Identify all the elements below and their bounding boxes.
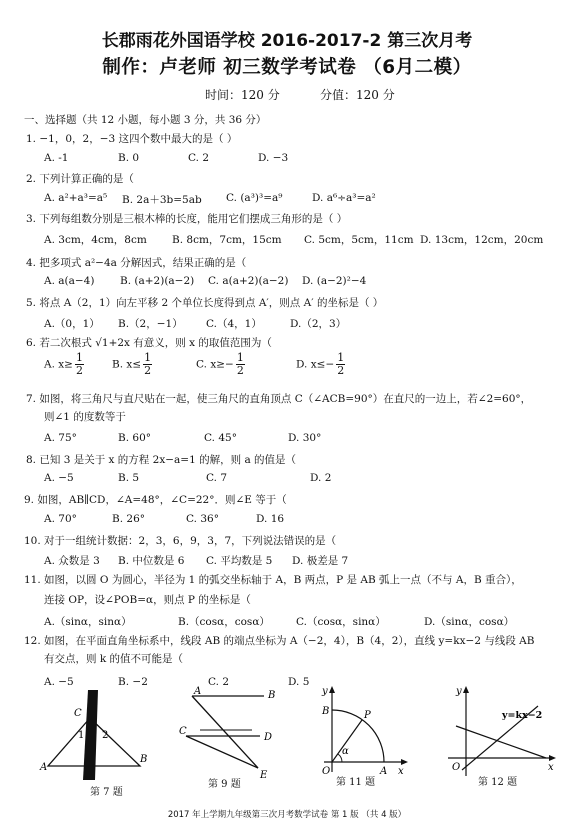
q1-option-a: A. -1 bbox=[44, 152, 69, 164]
q8-option-a: A. −5 bbox=[44, 472, 74, 484]
label-d: D bbox=[264, 732, 273, 743]
fraction-half: $\frac{1}{2}$ bbox=[337, 351, 345, 377]
q12-option-c: C. 2 bbox=[208, 676, 230, 688]
q9-option-d: D. 16 bbox=[256, 513, 285, 525]
label-a: A bbox=[40, 762, 48, 773]
q9-option-b: B. 26° bbox=[112, 513, 146, 525]
question-12-stem-cont: 有交点，则 k 的值不可能是（ bbox=[44, 653, 184, 665]
question-7-stem-cont: 则∠1 的度数等于 bbox=[44, 411, 126, 423]
q11-option-d: D.（sinα，cosα） bbox=[424, 616, 515, 628]
q12-option-a: A. −5 bbox=[44, 676, 74, 688]
section-heading: 一、选择题（共 12 小题，每小题 3 分，共 36 分） bbox=[24, 114, 267, 126]
q2-option-b: B. 2a＋3b=5ab bbox=[122, 194, 202, 206]
label-o: O bbox=[322, 766, 331, 777]
label-e: E bbox=[260, 770, 268, 781]
question-10-stem: 10. 对于一组统计数据：2，3，6，9，3，7，下列说法错误的是（ bbox=[24, 535, 337, 547]
exam-subtitle: 制作：卢老师 初三数学考试卷 （6月二模） bbox=[102, 57, 472, 78]
label-x: x bbox=[548, 762, 554, 773]
figure-7-ruler-triangle bbox=[40, 688, 150, 783]
question-4-stem: 4. 把多项式 a²−4a 分解因式，结果正确的是（ bbox=[26, 257, 247, 269]
label-y: y bbox=[456, 686, 462, 697]
q7-option-a: A. 75° bbox=[44, 432, 77, 444]
q6-option-a: A. x≥ $\frac{1}{2}$ bbox=[44, 351, 83, 377]
q4-option-c: C. a(a+2)(a−2) bbox=[208, 275, 289, 287]
figure-12-line-graph bbox=[442, 684, 560, 780]
figure-7-caption: 第 7 题 bbox=[90, 787, 123, 798]
question-3-stem: 3. 下列每组数分别是三根木棒的长度，能用它们摆成三角形的是（ ） bbox=[26, 213, 348, 225]
label-b: B bbox=[140, 754, 148, 765]
q7-option-d: D. 30° bbox=[288, 432, 322, 444]
q11-option-a: A.（sinα，sinα） bbox=[44, 616, 132, 628]
question-12-stem: 12. 如图，在平面直角坐标系中，线段 AB 的端点坐标为 A（−2，4），B（4，2），直线 y=kx−2 与线段 AB bbox=[24, 635, 535, 647]
label-c: C bbox=[179, 726, 187, 737]
q5-option-c: C.（4，1） bbox=[206, 318, 262, 330]
q3-option-c: C. 5cm，5cm，11cm bbox=[304, 234, 414, 246]
q5-option-a: A.（0，1） bbox=[44, 318, 100, 330]
q4-option-b: B. (a+2)(a−2) bbox=[120, 275, 195, 287]
label-p: P bbox=[364, 710, 371, 721]
q10-option-a: A. 众数是 3 bbox=[44, 555, 100, 567]
label-y: y bbox=[322, 686, 328, 697]
q6-option-d: D. x≤− $\frac{1}{2}$ bbox=[296, 351, 345, 377]
exam-score: 分值：120 分 bbox=[320, 88, 395, 102]
q5-option-b: B.（2，−1） bbox=[118, 318, 183, 330]
q9-option-c: C. 36° bbox=[186, 513, 219, 525]
label-angle-1: 1 bbox=[78, 730, 85, 741]
q10-option-b: B. 中位数是 6 bbox=[118, 555, 185, 567]
question-2-stem: 2. 下列计算正确的是（ bbox=[26, 173, 134, 185]
q11-option-c: C.（cosα，sinα） bbox=[296, 616, 386, 628]
q10-option-d: D. 极差是 7 bbox=[292, 555, 349, 567]
question-5-stem: 5. 将点 A（2，1）向左平移 2 个单位长度得到点 A′，则点 A′ 的坐标是（ ） bbox=[26, 297, 384, 309]
label-x: x bbox=[398, 766, 404, 777]
q8-option-c: C. 7 bbox=[206, 472, 228, 484]
label-line-equation: y=kx−2 bbox=[502, 710, 543, 721]
exam-time: 时间：120 分 bbox=[205, 88, 280, 102]
q12-option-b: B. −2 bbox=[118, 676, 148, 688]
q6-option-b: B. x≤ $\frac{1}{2}$ bbox=[112, 351, 152, 377]
label-alpha: α bbox=[342, 746, 349, 757]
question-6-stem: 6. 若二次根式 √1+2x 有意义，则 x 的取值范围为（ bbox=[26, 337, 272, 349]
figure-9-parallel-lines bbox=[180, 686, 290, 782]
figure-12-caption: 第 12 题 bbox=[478, 777, 518, 788]
q3-option-b: B. 8cm，7cm，15cm bbox=[172, 234, 282, 246]
label-o: O bbox=[452, 762, 461, 773]
q8-option-b: B. 5 bbox=[118, 472, 140, 484]
q12-option-d: D. 5 bbox=[288, 676, 310, 688]
q1-option-d: D. −3 bbox=[258, 152, 289, 164]
fraction-half: $\frac{1}{2}$ bbox=[75, 351, 83, 377]
q8-option-d: D. 2 bbox=[310, 472, 332, 484]
exam-title: 长郡雨花外国语学校 2016-2017-2 第三次月考 bbox=[101, 31, 473, 51]
q5-option-d: D.（2，3） bbox=[290, 318, 347, 330]
label-a: A bbox=[380, 766, 388, 777]
q6-option-c: C. x≥− $\frac{1}{2}$ bbox=[196, 351, 244, 377]
question-9-stem: 9. 如图，AB∥CD，∠A=48°，∠C=22°．则∠E 等于（ bbox=[24, 494, 287, 506]
q1-option-b: B. 0 bbox=[118, 152, 140, 164]
q10-option-c: C. 平均数是 5 bbox=[206, 555, 273, 567]
q3-option-a: A. 3cm，4cm，8cm bbox=[44, 234, 147, 246]
label-angle-2: 2 bbox=[102, 730, 109, 741]
q4-option-a: A. a(a−4) bbox=[44, 275, 95, 287]
label-b: B bbox=[268, 690, 276, 701]
figure-9-caption: 第 9 题 bbox=[208, 779, 241, 790]
q9-option-a: A. 70° bbox=[44, 513, 77, 525]
fraction-half: $\frac{1}{2}$ bbox=[144, 351, 152, 377]
q11-option-b: B.（cosα，cosα） bbox=[178, 616, 270, 628]
label-a: A bbox=[194, 686, 202, 697]
q2-option-c: C. (a³)³=a⁹ bbox=[226, 192, 283, 204]
label-c: C bbox=[74, 708, 82, 719]
q2-option-a: A. a²+a³=a⁵ bbox=[44, 192, 108, 204]
question-1-stem: 1. −1，0，2，−3 这四个数中最大的是（ ） bbox=[26, 133, 238, 145]
q4-option-d: D. (a−2)²−4 bbox=[302, 275, 367, 287]
q7-option-c: C. 45° bbox=[204, 432, 237, 444]
q2-option-d: D. a⁶÷a³=a² bbox=[312, 192, 376, 204]
figure-11-unit-arc bbox=[318, 684, 410, 780]
question-8-stem: 8. 已知 3 是关于 x 的方程 2x−a=1 的解，则 a 的值是（ bbox=[26, 454, 297, 466]
figure-11-caption: 第 11 题 bbox=[336, 777, 376, 788]
page-footer: 2017 年上学期九年级第三次月考数学试卷 第 1 版 （共 4 版） bbox=[167, 810, 407, 820]
q3-option-d: D. 13cm，12cm，20cm bbox=[420, 234, 544, 246]
question-11-stem-cont: 连接 OP，设∠POB=α，则点 P 的坐标是（ bbox=[44, 594, 251, 606]
question-11-stem: 11. 如图，以圆 O 为圆心，半径为 1 的弧交坐标轴于 A，B 两点，P 是 AB 弧上一点（不与 A，B 重合）， bbox=[24, 574, 522, 586]
label-b: B bbox=[322, 706, 330, 717]
q7-option-b: B. 60° bbox=[118, 432, 152, 444]
q1-option-c: C. 2 bbox=[188, 152, 210, 164]
question-7-stem: 7. 如图，将三角尺与直尺贴在一起，使三角尺的直角顶点 C（∠ACB=90°）在直尺的一边上，若∠2=60°， bbox=[26, 393, 532, 405]
fraction-half: $\frac{1}{2}$ bbox=[236, 351, 244, 377]
